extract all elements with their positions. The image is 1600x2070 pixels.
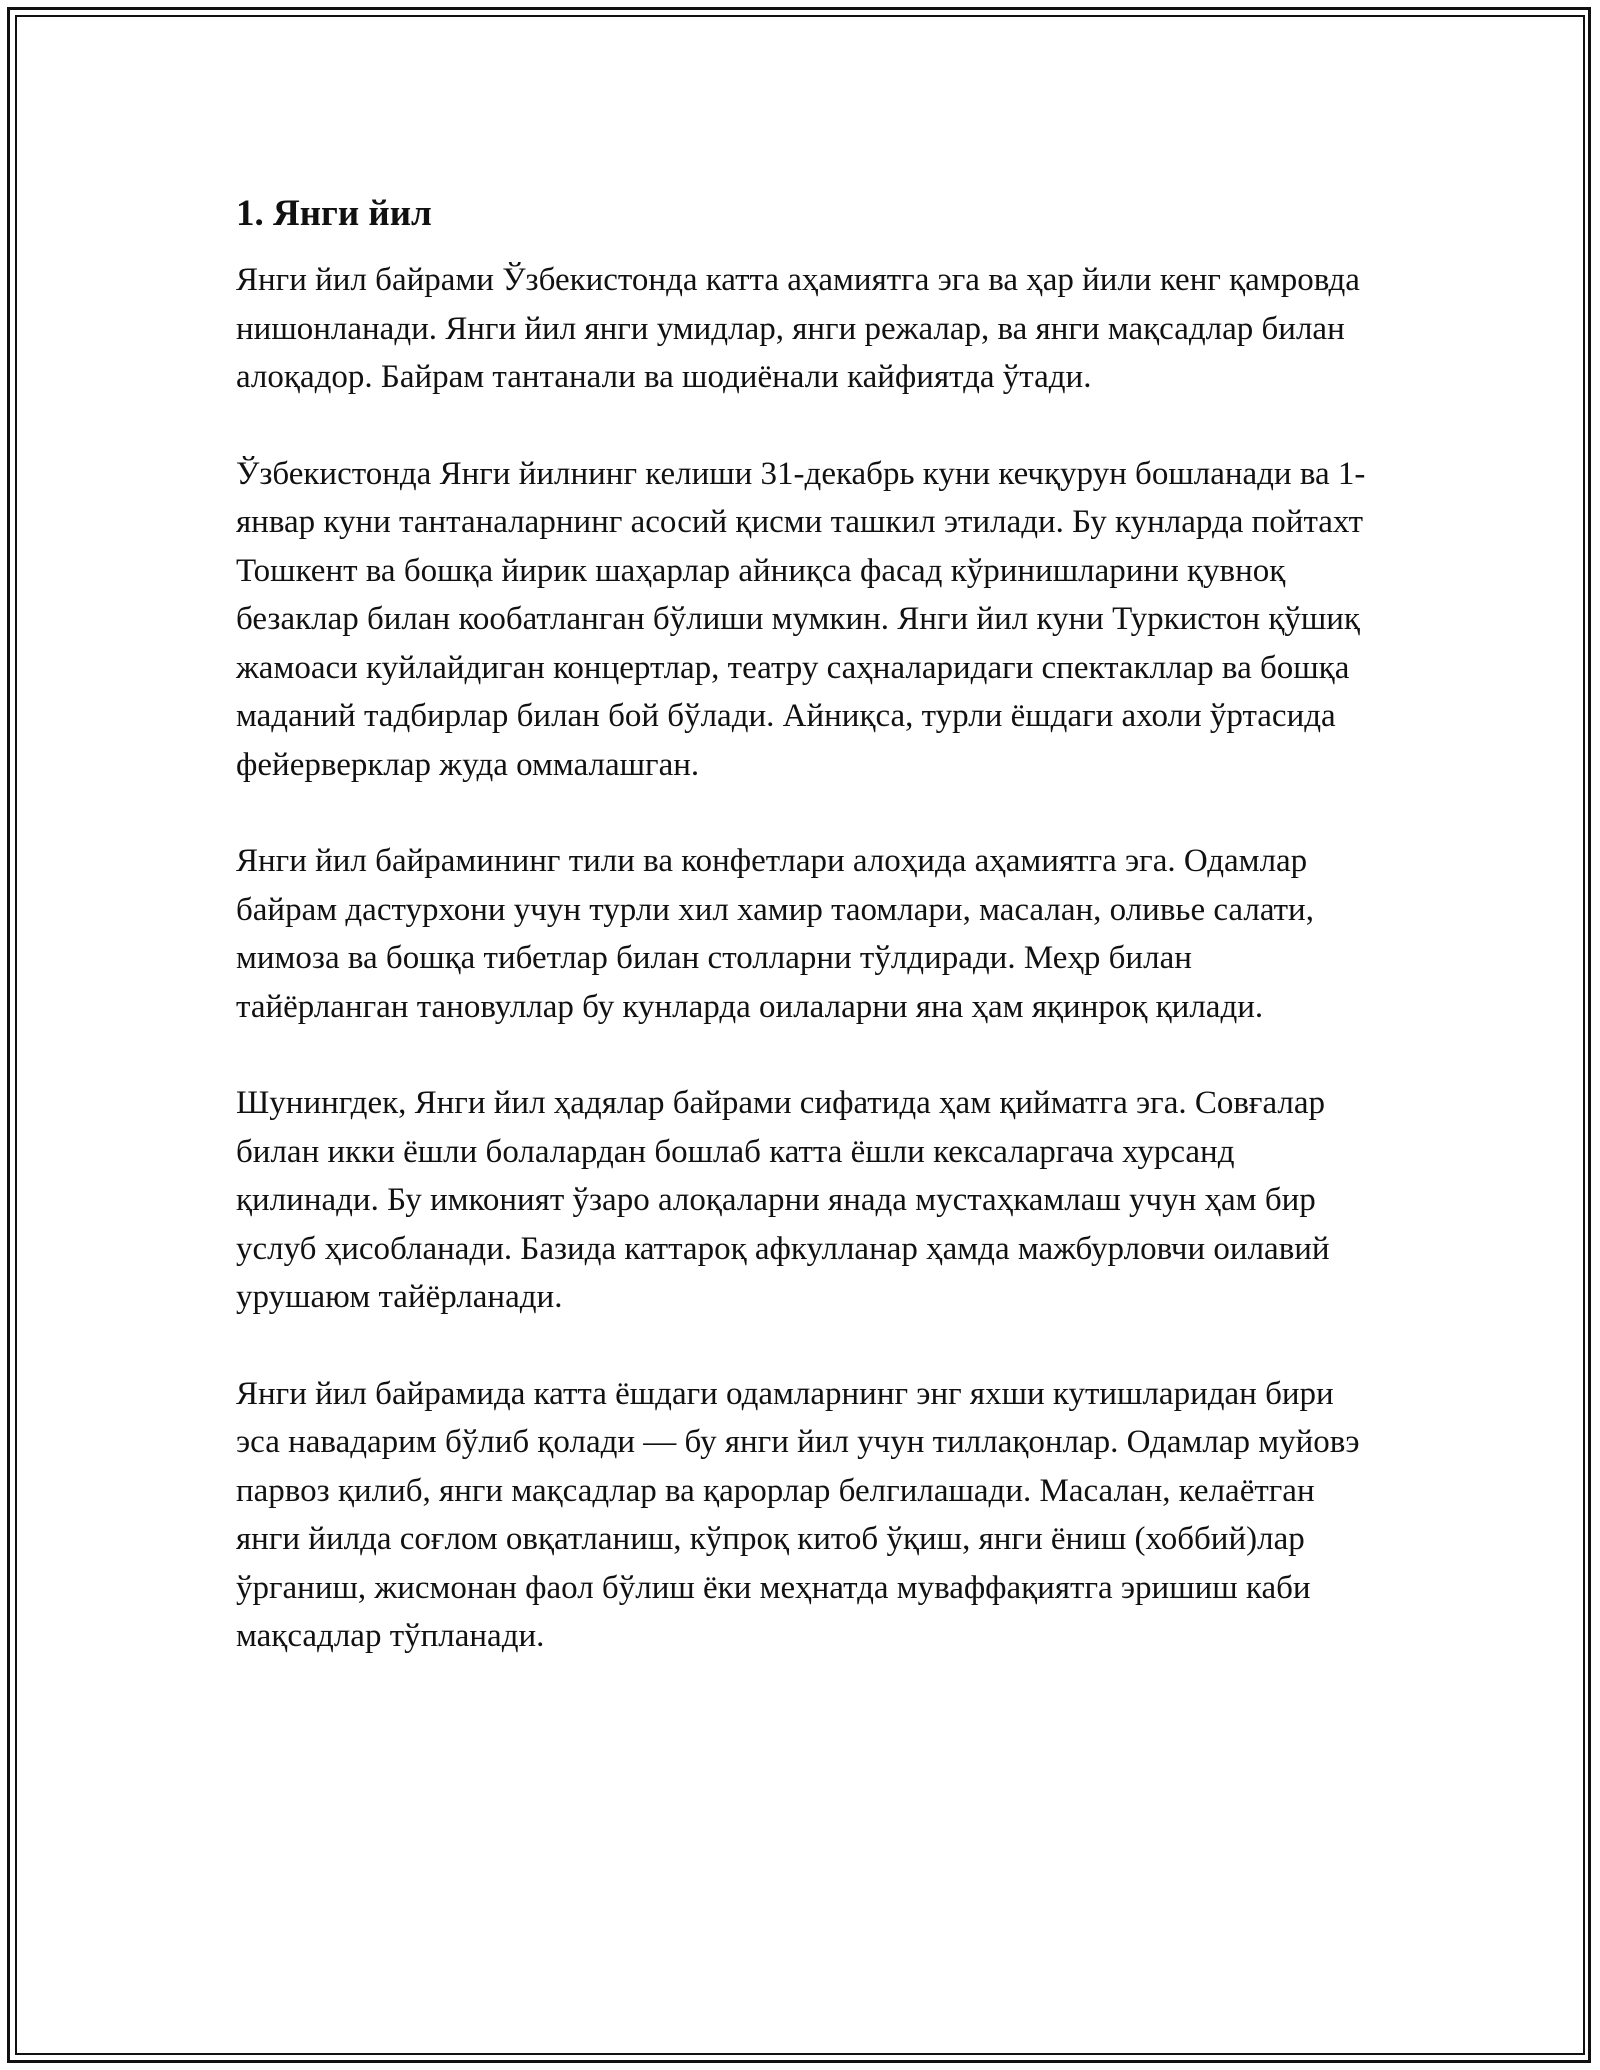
paragraph-1: Янги йил байрами Ўзбекистонда катта аҳамиятга эга ва ҳар йили кенг қамровда нишонланади. Янги йил янги умидлар, янги режалар, ва янги мақсадлар билан алоқадор. Байрам тантанали ва шодиёнали кайфиятда ўтади. xyxy=(236,262,1360,395)
paragraph-3: Янги йил байрамининг тили ва конфетлари алоҳида аҳамиятга эга. Одамлар байрам дастурхони учун турли хил хамир таомлари, масалан, оливье салати, мимоза ва бошқа тибетлар билан столларни тўлдиради. Меҳр билан тайёрланган тановуллар бу кунларда оилаларни яна ҳам яқинроқ қилади. xyxy=(236,843,1314,1025)
paragraph-2: Ўзбекистонда Янги йилнинг келиши 31-декабрь куни кечқурун бошланади ва 1-январ куни тантаналарнинг асосий қисми ташкил этилади. Бу кунларда пойтахт Тошкент ва бошқа йирик шаҳарлар айниқса фасад кўринишларини қувноқ безаклар билан кообатланган бўлиши мумкин. Янги йил куни Туркистон қўшиқ жамоаси куйлайдиган концертлар, театру саҳналаридаги спектакллар ва бошқа маданий тадбирлар билан бой бўлади. Айниқса, турли ёшдаги ахоли ўртасида фейерверклар жуда оммалашган. xyxy=(236,455,1366,783)
paragraph-5: Янги йил байрамида катта ёшдаги одамларнинг энг яхши кутишларидан бири эса навадарим бўлиб қолади — бу янги йил учун тиллақонлар. Одамлар муйовэ парвоз қилиб, янги мақсадлар ва қарорлар белгилашади. Масалан, келаётган янги йилда соғлом овқатланиш, кўпроқ китоб ўқиш, янги ёниш (хоббий)лар ўрганиш, жисмонан фаол бўлиш ёки меҳнатда муваффақиятга эришиш каби мақсадлар тўпланади. xyxy=(236,1375,1360,1654)
document-body xyxy=(236,188,1366,1661)
section-heading: 1. Янги йил xyxy=(236,193,432,234)
paragraph-4: Шунингдек, Янги йил ҳадялар байрами сифатида ҳам қийматга эга. Совғалар билан икки ёшли болалардан бошлаб катта ёшли кексаларгача хурсанд қилинади. Бу имконият ўзаро алоқаларни янада мустаҳкамлаш учун ҳам бир услуб ҳисобланади. Базида каттароқ афкулланар ҳамда мажбурловчи оилавий урушаюм тайёрланади. xyxy=(236,1085,1330,1315)
